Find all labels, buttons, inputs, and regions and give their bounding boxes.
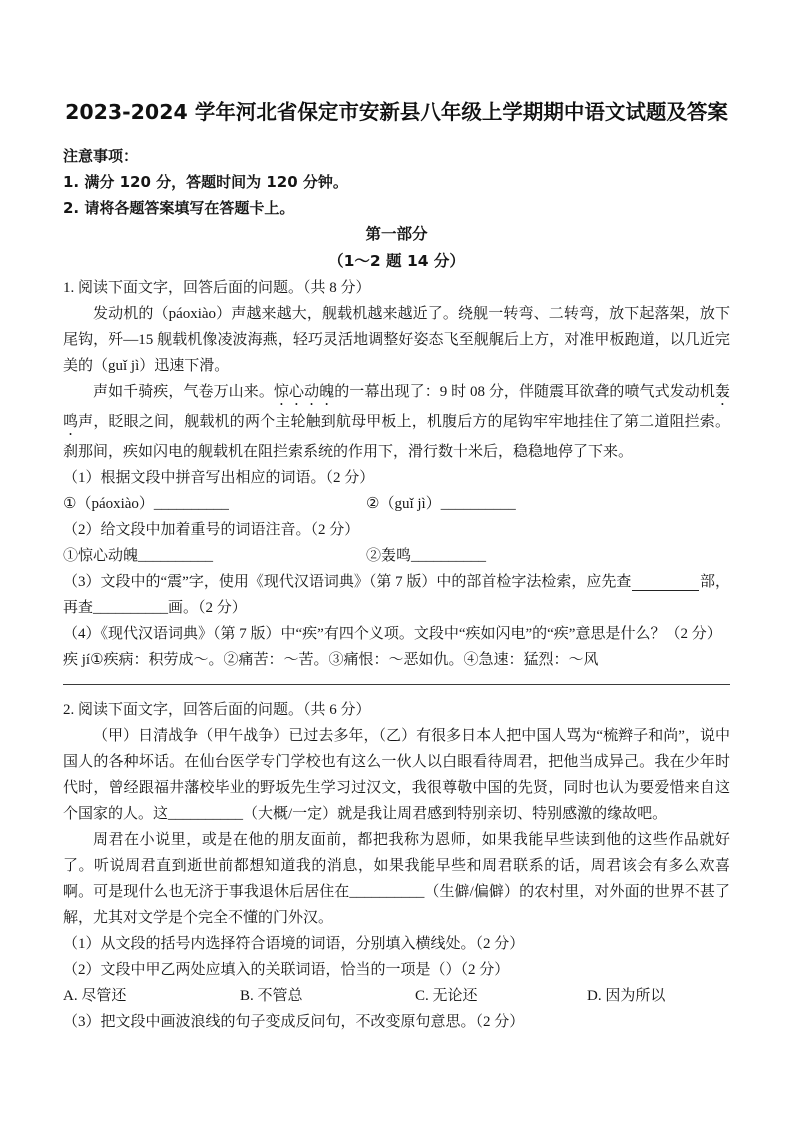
dictionary-entry: 疾 jí①疾病：积劳成～。②痛苦：～苦。③痛恨：～恶如仇。④急速：猛烈：～风 [63, 652, 599, 668]
choice-options-row [63, 983, 730, 1009]
question-2-stem: 2. 阅读下面文字，回答后面的问题。（共 6 分） [63, 702, 371, 718]
choice-option-c: C. 无论还 [415, 988, 478, 1004]
answer-blank-hongming: ②轰鸣__________ [366, 548, 487, 564]
notice-item-2: 2. 请将各题答案填写在答题卡上。 [63, 199, 295, 217]
question-1-passage-2 [63, 379, 730, 465]
choice-option-b: B. 不管总 [240, 988, 303, 1004]
question-1-sub-2-blanks [63, 543, 730, 569]
question-1-sub-3-text: （3）文段中的“震”字，使用《现代汉语词典》（第 7 版）中的部首检字法检索，应先查 [63, 574, 632, 590]
question-1-passage-1: 发动机的（páoxiào）声越来越大，舰载机越来越近了。绕舰一转弯、二转弯，放下起落架，放下尾钩，歼—15 舰载机像凌波海燕，轻巧灵活地调整好姿态飞至舰艉后上方，对准甲板跑道，以几近完美的（guǐ jì）迅速下滑。 [63, 306, 730, 374]
passage-text: 的一幕出现了：9 时 08 分，伴随震耳欲聋的喷气式发动机 [334, 384, 715, 400]
notice-heading: 注意事项： [63, 147, 139, 165]
part-score-line: （1～2 题 14 分） [328, 252, 465, 270]
question-2-sub-3-stem: （3）把文段中画波浪线的句子变成反问句，不改变原句意思。（2 分） [63, 1014, 525, 1030]
notice-section [63, 143, 730, 221]
question-1-sub-1-blanks [63, 491, 730, 517]
question-2-passage-2: 周君在小说里，或是在他的朋友面前，都把我称为恩师，如果我能早些读到他的这些作品就好了。听说周君直到逝世前都想知道我的消息，如果我能早些和周君联系的话，周君该会有多么欢喜啊。可是现什么也无济于事我退休后居住在__________（生僻/偏僻）的农村里，对外面的世界不甚了解，尤其对文学是个完全不懂的门外汉。 [63, 832, 730, 926]
question-2 [63, 697, 730, 1035]
question-2-sub-1-stem: （1）从文段的括号内选择符合语境的词语，分别填入横线处。（2 分） [63, 936, 525, 952]
passage-text: 声如千骑疾，气卷万山来。 [93, 384, 274, 400]
question-1-sub-1-stem: （1）根据文段中拼音写出相应的词语。（2 分） [63, 470, 375, 486]
question-1-sub-4-stem: （4）《现代汉语词典》（第 7 版）中“疾”有四个义项。文段中“疾如闪电”的“疾”意思是什么？（2 分） [63, 626, 722, 642]
answer-blank-guiji: ②（guǐ jì）__________ [366, 496, 516, 512]
notice-item-1: 1. 满分 120 分，答题时间为 120 分钟。 [63, 173, 348, 191]
passage-text: 声，眨眼之间，舰载机的两个主轮触到航母甲板上，机腹后方的尾钩牢牢地挂住了第二道阻拦索。刹那间，疾如闪电的舰载机在阻拦索系统的作用下，滑行数十米后，稳稳地停了下来。 [63, 414, 730, 460]
question-1-sub-2-stem: （2）给文段中加着重号的词语注音。（2 分） [63, 522, 360, 538]
choice-option-a: A. 尽管还 [63, 988, 127, 1004]
answer-blank-jingxindongpo: ①惊心动魄__________ [63, 548, 214, 564]
answer-blank-radical [632, 590, 699, 591]
question-1-sub-3-suffix: 部， [699, 574, 730, 590]
answer-blank-paoxiao: ①（páoxiào）__________ [63, 496, 229, 512]
question-1 [63, 275, 730, 673]
emphasized-word-hongming: 轰鸣 [63, 384, 730, 430]
question-1-sub-3-line-1 [63, 569, 730, 595]
question-2-passage-1: （甲）日清战争（甲午战争）已过去多年，（乙）有很多日本人把中国人骂为“梳辫子和尚”，说中国人的各种坏话。在仙台医学专门学校也有这么一伙人以白眼看待周君，把他当成异己。我在少年时代时，曾经跟福井藩校毕业的野坂先生学习过汉文，我很尊敬中国的先贤，同时也认为要爱惜来自这个国家的人。这__________（大概/一定）就是我让周君感到特别亲切、特别感激的缘故吧。 [63, 728, 730, 822]
page-title: 2023-2024 学年河北省保定市安新县八年级上学期期中语文试题及答案 [65, 100, 728, 124]
question-2-sub-2-stem: （2）文段中甲乙两处应填入的关联词语，恰当的一项是（）（2 分） [63, 962, 510, 978]
emphasized-word-jingxindongpo: 惊心动魄 [273, 384, 335, 400]
question-1-sub-3-line-2: 再查__________画。（2 分） [63, 600, 247, 616]
choice-option-d: D. 因为所以 [587, 988, 666, 1004]
question-1-stem: 1. 阅读下面文字，回答后面的问题。（共 8 分） [63, 280, 371, 296]
part-heading: 第一部分 [365, 225, 428, 243]
section-divider [63, 684, 730, 685]
